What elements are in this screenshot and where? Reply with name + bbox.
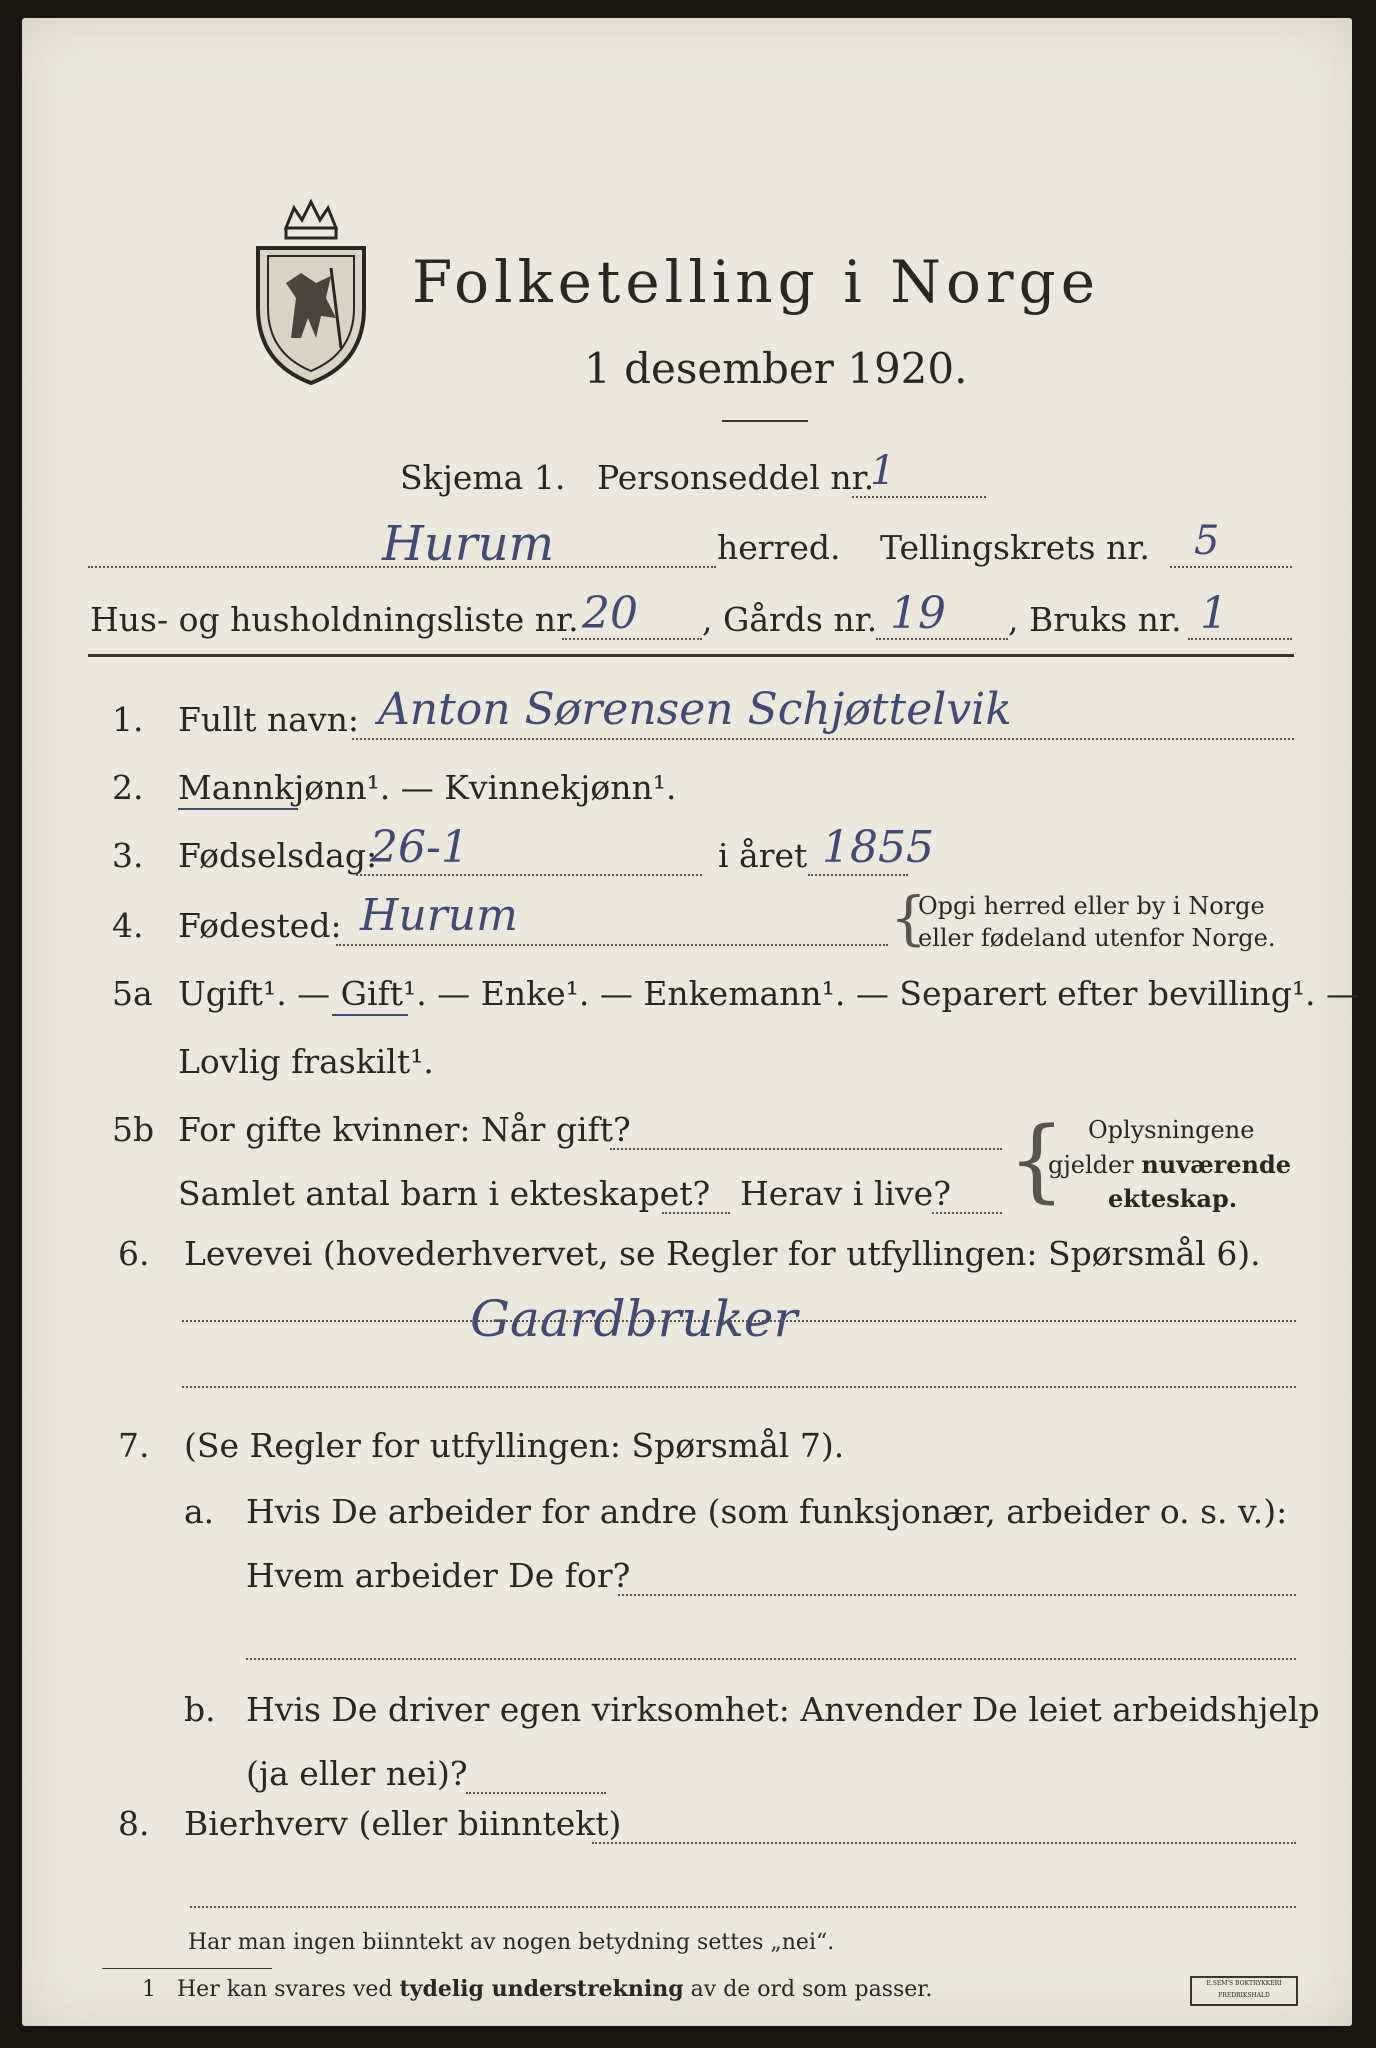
q7b-letter: b.	[184, 1690, 216, 1729]
q5b-note-3: ekteskap.	[1108, 1184, 1238, 1213]
hus-label: Hus- og husholdningsliste nr.	[90, 600, 579, 639]
q8-number: 8.	[118, 1804, 150, 1843]
q1-line	[352, 738, 1294, 740]
q5b-brace: {	[1008, 1108, 1066, 1213]
q5b-children-line	[662, 1212, 730, 1214]
census-form	[22, 18, 1360, 2026]
q7a-line-1	[618, 1594, 1296, 1596]
q8-note: Har man ingen biinntekt av nogen betydning settes „nei“.	[188, 1930, 835, 1955]
bruks-value: 1	[1200, 588, 1228, 639]
herred-label: herred.	[717, 528, 841, 567]
q3-year-label: i året	[718, 836, 808, 875]
gards-label: , Gårds nr.	[702, 600, 878, 639]
herred-value: Hurum	[382, 516, 555, 572]
q2-number: 2.	[112, 768, 144, 807]
hus-value: 20	[582, 588, 638, 639]
footnote-text-c: av de ord som passer.	[683, 1977, 933, 2002]
q6-line-2	[182, 1386, 1296, 1388]
form-date: 1 desember 1920.	[584, 344, 968, 393]
q6-value: Gaardbruker	[470, 1290, 798, 1348]
q4-value: Hurum	[360, 890, 518, 941]
footnote	[142, 1976, 932, 2002]
footnote-mark: 1	[142, 1977, 156, 2002]
q3-value: 26-1	[370, 822, 469, 873]
q8-line-2	[190, 1906, 1296, 1908]
q4-brace: {	[890, 884, 927, 952]
personseddel-value: 1	[870, 448, 896, 494]
q5a-label-2: Lovlig fraskilt¹.	[178, 1042, 434, 1081]
q6-label: Levevei (hovederhvervet, se Regler for utfyllingen: Spørsmål 6).	[184, 1234, 1261, 1273]
q7-number: 7.	[118, 1426, 150, 1465]
q7b-label: Hvis De driver egen virksomhet: Anvender De leiet arbeidshjelp	[246, 1690, 1320, 1729]
gards-value: 19	[890, 588, 946, 639]
q4-line	[336, 944, 888, 946]
q7a-line-2	[246, 1658, 1296, 1660]
q3-number: 3.	[112, 836, 144, 875]
q5b-label: For gifte kvinner: Når gift?	[178, 1110, 631, 1149]
norway-coat-of-arms-icon	[246, 188, 376, 388]
q7a-letter: a.	[184, 1492, 215, 1531]
header-divider	[88, 654, 1294, 657]
q6-line-1	[182, 1320, 1296, 1322]
q7b-label-2: (ja eller nei)?	[246, 1754, 468, 1793]
tellingskrets-line	[1170, 566, 1292, 568]
q3-year-line	[808, 874, 908, 876]
q2-underline	[178, 808, 298, 810]
title-divider	[722, 420, 808, 422]
q8-label: Bierhverv (eller biinntekt)	[184, 1804, 622, 1843]
q5b-number: 5b	[112, 1110, 155, 1149]
q7a-label-2: Hvem arbeider De for?	[246, 1556, 631, 1595]
q5b-married-line	[610, 1148, 1002, 1150]
q4-label: Fødested:	[178, 906, 342, 945]
q5b-note-2b: nuværende	[1141, 1150, 1292, 1179]
q4-note-1: Opgi herred eller by i Norge	[918, 892, 1265, 920]
q5a-underline	[332, 1014, 408, 1016]
q5a-number: 5a	[112, 974, 153, 1013]
q4-number: 4.	[112, 906, 144, 945]
q3-label: Fødselsdag:	[178, 836, 378, 875]
tellingskrets-label: Tellingskrets nr.	[880, 528, 1150, 567]
q5b-label-3: Herav i live?	[740, 1174, 951, 1213]
footnote-text-b: tydelig understrekning	[399, 1976, 684, 2002]
q7a-label: Hvis De arbeider for andre (som funksjonær, arbeider o. s. v.):	[246, 1492, 1288, 1531]
q5b-label-2: Samlet antal barn i ekteskapet?	[178, 1174, 711, 1213]
footnote-divider	[102, 1968, 272, 1969]
q5b-note-2a: gjelder	[1048, 1151, 1142, 1179]
q7b-line	[466, 1792, 606, 1794]
q1-number: 1.	[112, 700, 144, 739]
tellingskrets-value: 5	[1194, 518, 1220, 564]
bruks-label: , Bruks nr.	[1008, 600, 1182, 639]
personseddel-label: Personseddel nr.	[597, 458, 875, 497]
q7-label: (Se Regler for utfyllingen: Spørsmål 7).	[184, 1426, 845, 1465]
q5b-note-1: Oplysningene	[1088, 1116, 1255, 1144]
q6-number: 6.	[118, 1234, 150, 1273]
q4-note-2: eller fødeland utenfor Norge.	[918, 924, 1276, 952]
q5a-label: Ugift¹. — Gift¹. — Enke¹. — Enkemann¹. — Separert efter bevilling¹. —	[178, 974, 1360, 1013]
q3-year-value: 1855	[822, 822, 934, 873]
q5b-alive-line	[932, 1212, 1002, 1214]
q5b-note-2	[1048, 1150, 1291, 1179]
printer-stamp: E.SEM'S BOKTRYKKERI FREDRIKSHALD	[1190, 1976, 1298, 2006]
form-title: Folketelling i Norge	[412, 248, 1101, 316]
footnote-text-a: Her kan svares ved	[176, 1977, 400, 2002]
q1-value: Anton Sørensen Schjøttelvik	[378, 684, 1012, 735]
q2-label: Mannkjønn¹. — Kvinnekjønn¹.	[178, 768, 677, 807]
q3-line	[356, 874, 702, 876]
schema-label: Skjema 1.	[400, 458, 566, 497]
personseddel-line	[852, 496, 986, 498]
q1-label: Fullt navn:	[178, 700, 359, 739]
q8-line-1	[592, 1842, 1296, 1844]
